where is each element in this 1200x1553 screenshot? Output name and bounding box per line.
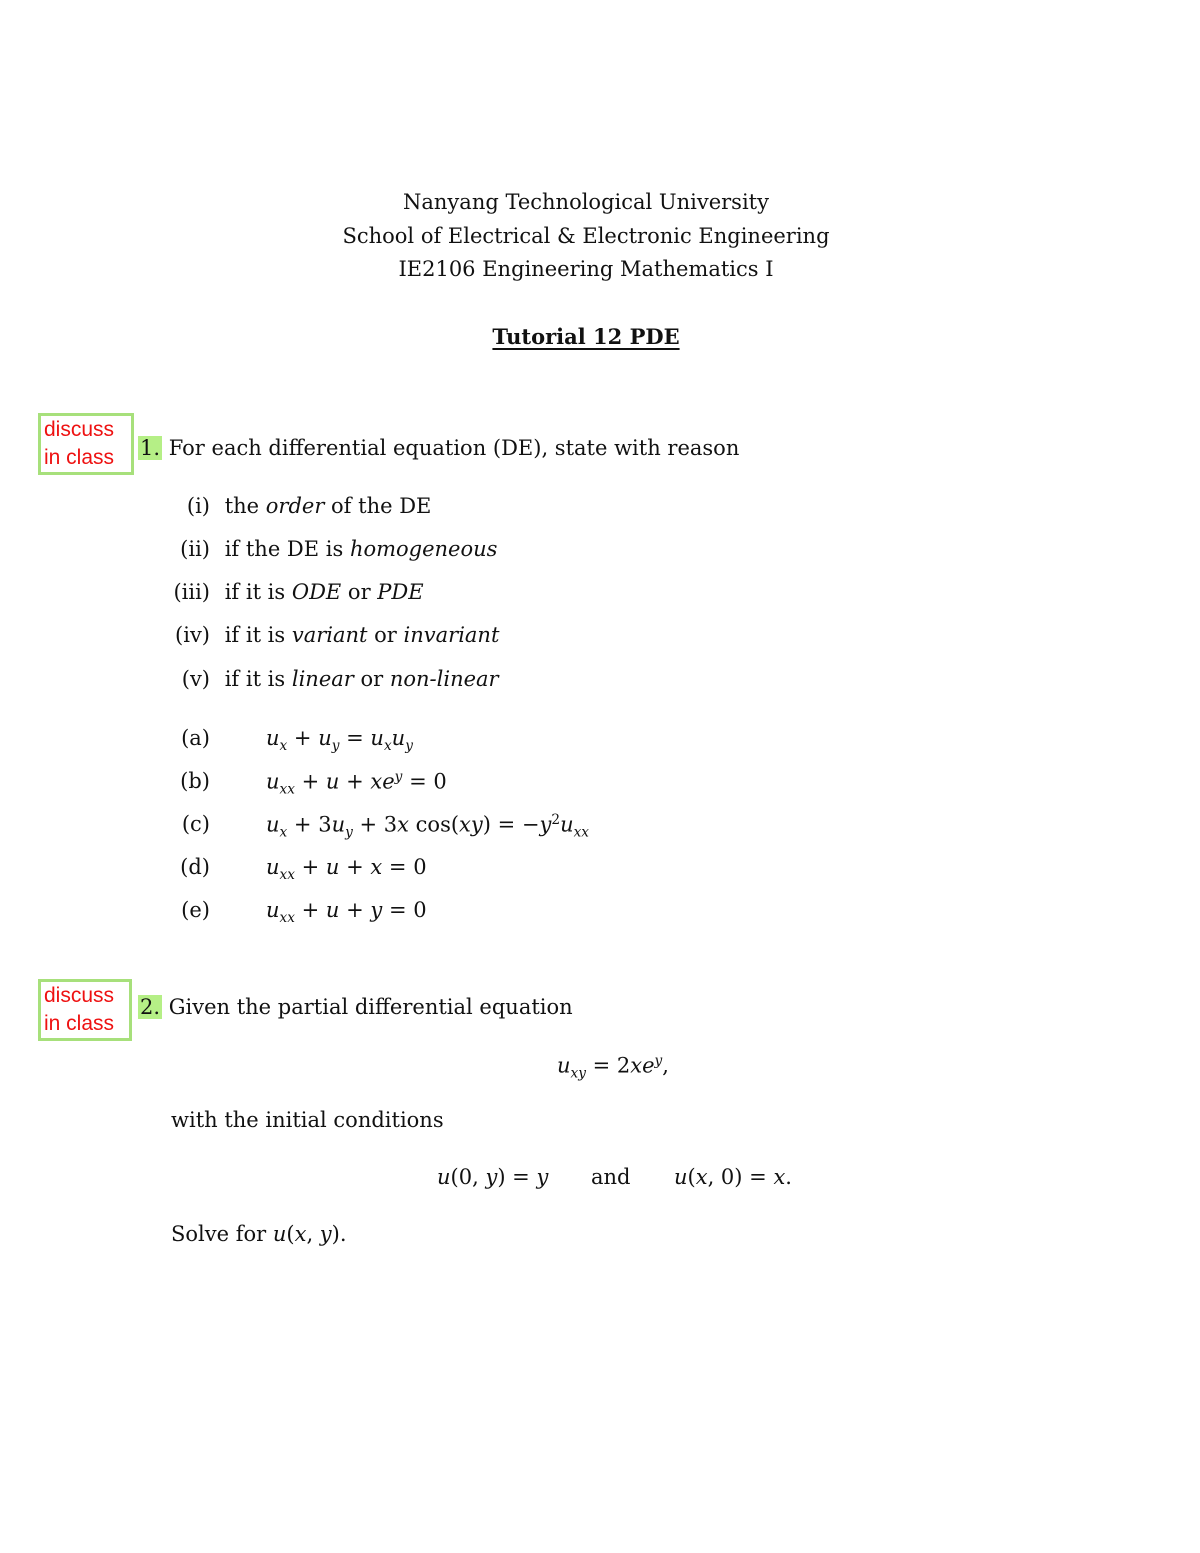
equation-c [170, 812, 589, 841]
question-1-number: 1. [140, 436, 161, 460]
criterion-iv [170, 623, 499, 647]
equation-expression: $u_x + u_y = u_xu_y$ [266, 726, 413, 754]
and-word: and [591, 1165, 631, 1189]
criterion-label: (iii) [173, 580, 210, 604]
criterion-ii [170, 537, 497, 561]
question-2 [138, 995, 573, 1019]
equation-b [170, 769, 447, 798]
equation-e [170, 898, 427, 926]
criterion-iii [170, 580, 424, 604]
solve-instruction [171, 1222, 347, 1246]
question-1-prompt: For each differential equation (DE), state with reason [168, 436, 740, 460]
initial-condition-1: u(0, y) = y [437, 1165, 549, 1189]
criterion-text: if it is ODE or PDE [224, 580, 424, 604]
discuss-in-class-note-q1 [38, 413, 134, 475]
criterion-label: (v) [181, 667, 210, 691]
question-2-prompt: Given the partial differential equation [168, 995, 573, 1019]
course-name: IE2106 Engineering Mathematics I [398, 257, 774, 281]
equation-expression: $u_{xx} + u + y = 0$ [266, 898, 427, 926]
note-line-2: in class [44, 446, 115, 469]
note-line-1: discuss [44, 418, 115, 441]
equation-label: (c) [181, 812, 210, 836]
note-line-1: discuss [44, 984, 115, 1007]
equation-expression: $u_{xx} + u + x = 0$ [266, 855, 427, 883]
equation-expression: $u_x + 3u_y + 3x$ $\cos(xy) = -y^2u_{xx}$ [266, 812, 589, 841]
equation-label: (a) [181, 726, 210, 750]
criterion-label: (ii) [180, 537, 210, 561]
note-line-2: in class [44, 1012, 115, 1035]
initial-conditions-text: with the initial conditions [171, 1108, 444, 1132]
equation-label: (e) [181, 898, 210, 922]
question-2-number: 2. [140, 995, 161, 1019]
initial-condition-2: u(x, 0) = x. [674, 1165, 792, 1189]
school-name: School of Electrical & Electronic Engineering [342, 224, 830, 248]
equation-expression: $u_{xx} + u + xe^y = 0$ [266, 769, 447, 798]
solve-prefix: Solve for [171, 1222, 267, 1246]
criterion-label: (i) [186, 494, 210, 518]
criterion-text: if it is linear or non-linear [224, 667, 499, 691]
page-title [0, 324, 1172, 349]
equation-label: (d) [180, 855, 210, 879]
criterion-text: if it is variant or invariant [224, 623, 500, 647]
criterion-v [170, 667, 499, 691]
criterion-i [170, 494, 431, 518]
equation-d [170, 855, 427, 883]
tutorial-title: Tutorial 12 PDE [492, 324, 680, 349]
equation-label: (b) [180, 769, 210, 793]
pde-equation: $u_{xy} = 2xe^y$, [557, 1053, 669, 1082]
criterion-text: the order of the DE [224, 494, 432, 518]
discuss-in-class-note-q2 [38, 979, 132, 1041]
university-name: Nanyang Technological University [403, 190, 769, 214]
criterion-label: (iv) [175, 623, 210, 647]
criterion-text: if the DE is homogeneous [224, 537, 498, 561]
equation-a [170, 726, 413, 754]
solve-target: u(x, y). [272, 1222, 347, 1246]
question-1 [138, 436, 739, 460]
